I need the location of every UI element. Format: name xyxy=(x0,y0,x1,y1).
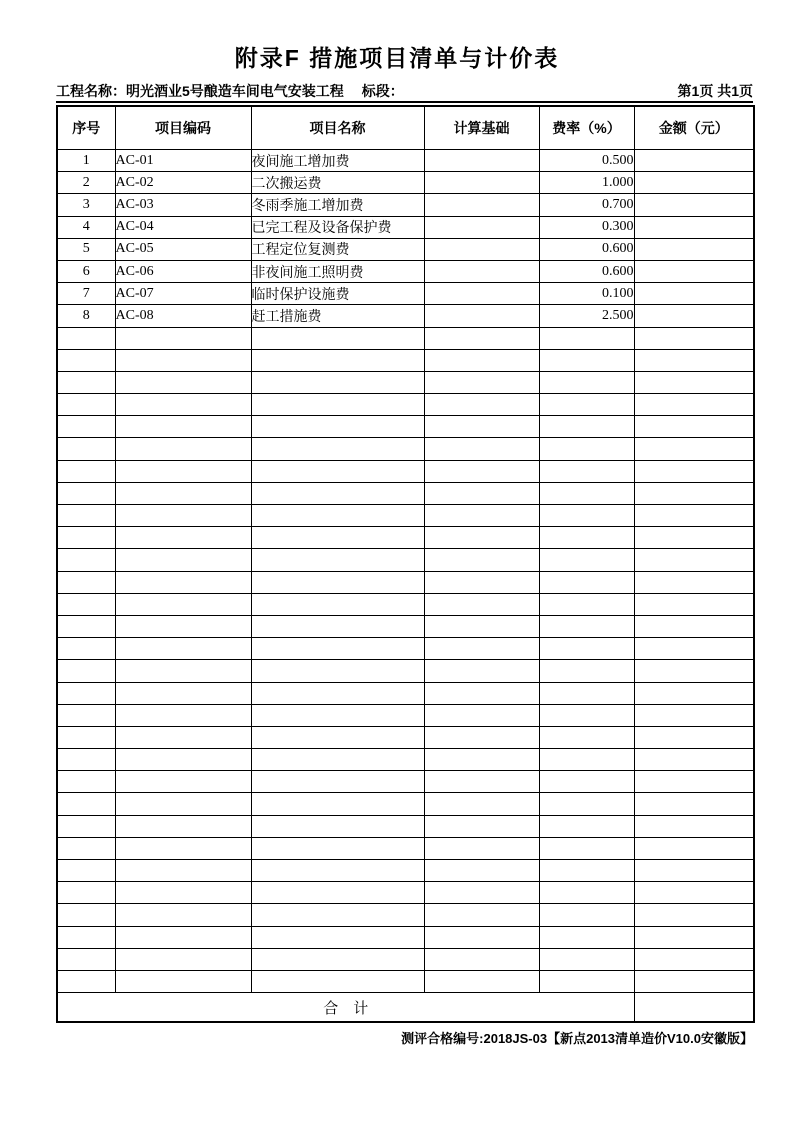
code-cell: AC-07 xyxy=(115,283,251,305)
rate-cell xyxy=(539,394,634,416)
name-cell xyxy=(251,416,424,438)
amount-cell xyxy=(634,704,754,726)
no-cell xyxy=(57,793,115,815)
no-cell xyxy=(57,904,115,926)
no-cell xyxy=(57,638,115,660)
page-number: 第1页 共1页 xyxy=(677,83,753,99)
basis-cell xyxy=(424,660,539,682)
no-cell: 6 xyxy=(57,260,115,282)
amount-cell xyxy=(634,394,754,416)
basis-cell xyxy=(424,260,539,282)
rate-cell xyxy=(539,926,634,948)
no-cell xyxy=(57,349,115,371)
basis-cell xyxy=(424,726,539,748)
no-cell xyxy=(57,926,115,948)
rate-cell xyxy=(539,638,634,660)
empty-table-row xyxy=(57,549,754,571)
amount-cell xyxy=(634,371,754,393)
code-cell xyxy=(115,904,251,926)
amount-cell xyxy=(634,150,754,172)
empty-table-row xyxy=(57,882,754,904)
no-cell xyxy=(57,394,115,416)
rate-cell xyxy=(539,904,634,926)
rate-cell xyxy=(539,815,634,837)
table-body xyxy=(57,150,754,993)
code-cell xyxy=(115,349,251,371)
amount-cell xyxy=(634,482,754,504)
name-cell xyxy=(251,815,424,837)
code-cell xyxy=(115,726,251,748)
name-cell xyxy=(251,793,424,815)
empty-table-row xyxy=(57,349,754,371)
rate-cell: 0.600 xyxy=(539,238,634,260)
name-cell xyxy=(251,882,424,904)
basis-cell xyxy=(424,593,539,615)
no-cell xyxy=(57,505,115,527)
rate-cell xyxy=(539,371,634,393)
amount-cell xyxy=(634,749,754,771)
code-cell xyxy=(115,615,251,637)
certification-footer: 测评合格编号:2018JS-03【新点2013清单造价V10.0安徽版】 xyxy=(401,1031,753,1046)
column-header: 计算基础 xyxy=(424,106,539,150)
name-cell: 非夜间施工照明费 xyxy=(251,260,424,282)
amount-cell xyxy=(634,771,754,793)
name-cell xyxy=(251,593,424,615)
rate-cell xyxy=(539,527,634,549)
measures-pricing-table xyxy=(56,105,755,1023)
basis-cell xyxy=(424,482,539,504)
amount-cell xyxy=(634,305,754,327)
code-cell xyxy=(115,438,251,460)
basis-cell xyxy=(424,815,539,837)
code-cell xyxy=(115,482,251,504)
rate-cell xyxy=(539,970,634,992)
name-cell: 夜间施工增加费 xyxy=(251,150,424,172)
amount-cell xyxy=(634,638,754,660)
code-cell xyxy=(115,460,251,482)
rate-cell xyxy=(539,571,634,593)
name-cell xyxy=(251,460,424,482)
column-header: 金额（元） xyxy=(634,106,754,150)
rate-cell xyxy=(539,615,634,637)
basis-cell xyxy=(424,682,539,704)
name-cell xyxy=(251,638,424,660)
name-cell xyxy=(251,505,424,527)
amount-cell xyxy=(634,815,754,837)
name-cell xyxy=(251,371,424,393)
rate-cell xyxy=(539,438,634,460)
code-cell xyxy=(115,327,251,349)
empty-table-row xyxy=(57,527,754,549)
rate-cell xyxy=(539,837,634,859)
name-cell: 二次搬运费 xyxy=(251,172,424,194)
code-cell xyxy=(115,970,251,992)
name-cell xyxy=(251,749,424,771)
table-foot xyxy=(57,993,754,1023)
name-cell xyxy=(251,904,424,926)
amount-cell xyxy=(634,438,754,460)
empty-table-row xyxy=(57,571,754,593)
amount-cell xyxy=(634,682,754,704)
rate-cell xyxy=(539,327,634,349)
no-cell xyxy=(57,860,115,882)
amount-cell xyxy=(634,327,754,349)
name-cell xyxy=(251,926,424,948)
name-cell xyxy=(251,682,424,704)
name-cell xyxy=(251,571,424,593)
empty-table-row xyxy=(57,416,754,438)
no-cell xyxy=(57,682,115,704)
code-cell xyxy=(115,793,251,815)
empty-table-row xyxy=(57,682,754,704)
amount-cell xyxy=(634,615,754,637)
name-cell xyxy=(251,948,424,970)
empty-table-row xyxy=(57,793,754,815)
table-header-row xyxy=(57,106,754,150)
amount-cell xyxy=(634,571,754,593)
amount-cell xyxy=(634,505,754,527)
name-cell xyxy=(251,615,424,637)
code-cell xyxy=(115,593,251,615)
basis-cell xyxy=(424,793,539,815)
name-cell xyxy=(251,394,424,416)
amount-cell xyxy=(634,260,754,282)
empty-table-row xyxy=(57,327,754,349)
name-cell: 冬雨季施工增加费 xyxy=(251,194,424,216)
no-cell xyxy=(57,771,115,793)
no-cell xyxy=(57,615,115,637)
basis-cell xyxy=(424,704,539,726)
rate-cell xyxy=(539,749,634,771)
empty-table-row xyxy=(57,860,754,882)
code-cell: AC-05 xyxy=(115,238,251,260)
rate-cell xyxy=(539,660,634,682)
name-cell xyxy=(251,527,424,549)
amount-cell xyxy=(634,904,754,926)
empty-table-row xyxy=(57,438,754,460)
no-cell xyxy=(57,527,115,549)
rate-cell xyxy=(539,704,634,726)
code-cell xyxy=(115,549,251,571)
code-cell xyxy=(115,882,251,904)
column-header: 序号 xyxy=(57,106,115,150)
table-row xyxy=(57,194,754,216)
empty-table-row xyxy=(57,371,754,393)
amount-cell xyxy=(634,194,754,216)
amount-cell xyxy=(634,948,754,970)
name-cell xyxy=(251,327,424,349)
name-cell: 赶工措施费 xyxy=(251,305,424,327)
table-row xyxy=(57,260,754,282)
rate-cell xyxy=(539,349,634,371)
no-cell xyxy=(57,327,115,349)
amount-cell xyxy=(634,970,754,992)
no-cell xyxy=(57,749,115,771)
basis-cell xyxy=(424,837,539,859)
no-cell: 3 xyxy=(57,194,115,216)
code-cell: AC-02 xyxy=(115,172,251,194)
code-cell xyxy=(115,638,251,660)
code-cell xyxy=(115,505,251,527)
project-info-line xyxy=(56,83,753,103)
basis-cell xyxy=(424,172,539,194)
basis-cell xyxy=(424,283,539,305)
page-title: 附录F 措施项目清单与计价表 xyxy=(234,45,560,71)
basis-cell xyxy=(424,349,539,371)
no-cell: 5 xyxy=(57,238,115,260)
no-cell xyxy=(57,660,115,682)
basis-cell xyxy=(424,438,539,460)
table-row xyxy=(57,216,754,238)
table-row xyxy=(57,305,754,327)
rate-cell xyxy=(539,482,634,504)
basis-cell xyxy=(424,505,539,527)
basis-cell xyxy=(424,238,539,260)
no-cell xyxy=(57,948,115,970)
code-cell xyxy=(115,749,251,771)
code-cell: AC-04 xyxy=(115,216,251,238)
name-cell: 工程定位复测费 xyxy=(251,238,424,260)
basis-cell xyxy=(424,460,539,482)
amount-cell xyxy=(634,416,754,438)
basis-cell xyxy=(424,527,539,549)
column-header: 项目名称 xyxy=(251,106,424,150)
amount-cell xyxy=(634,549,754,571)
code-cell xyxy=(115,815,251,837)
no-cell: 1 xyxy=(57,150,115,172)
amount-cell xyxy=(634,238,754,260)
empty-table-row xyxy=(57,771,754,793)
code-cell xyxy=(115,860,251,882)
empty-table-row xyxy=(57,660,754,682)
project-name: 工程名称：明光酒业5号酿造车间电气安装工程 xyxy=(56,83,344,99)
code-cell xyxy=(115,416,251,438)
code-cell xyxy=(115,926,251,948)
basis-cell xyxy=(424,615,539,637)
amount-cell xyxy=(634,460,754,482)
rate-cell xyxy=(539,505,634,527)
code-cell: AC-03 xyxy=(115,194,251,216)
rate-cell: 0.100 xyxy=(539,283,634,305)
table-row xyxy=(57,172,754,194)
code-cell xyxy=(115,660,251,682)
name-cell xyxy=(251,860,424,882)
rate-cell: 1.000 xyxy=(539,172,634,194)
basis-cell xyxy=(424,904,539,926)
empty-table-row xyxy=(57,593,754,615)
column-header: 费率（%） xyxy=(539,106,634,150)
rate-cell: 0.500 xyxy=(539,150,634,172)
empty-table-row xyxy=(57,726,754,748)
table-row xyxy=(57,150,754,172)
name-cell xyxy=(251,704,424,726)
empty-table-row xyxy=(57,837,754,859)
amount-cell xyxy=(634,793,754,815)
empty-table-row xyxy=(57,638,754,660)
basis-cell xyxy=(424,638,539,660)
code-cell xyxy=(115,771,251,793)
basis-cell xyxy=(424,371,539,393)
basis-cell xyxy=(424,882,539,904)
rate-cell xyxy=(539,793,634,815)
basis-cell xyxy=(424,571,539,593)
name-cell xyxy=(251,349,424,371)
rate-cell: 0.700 xyxy=(539,194,634,216)
no-cell: 8 xyxy=(57,305,115,327)
basis-cell xyxy=(424,970,539,992)
code-cell xyxy=(115,682,251,704)
no-cell xyxy=(57,593,115,615)
no-cell: 4 xyxy=(57,216,115,238)
amount-cell xyxy=(634,926,754,948)
code-cell xyxy=(115,948,251,970)
name-cell xyxy=(251,726,424,748)
no-cell xyxy=(57,571,115,593)
total-label: 合 计 xyxy=(57,993,634,1023)
code-cell xyxy=(115,527,251,549)
code-cell xyxy=(115,704,251,726)
no-cell xyxy=(57,704,115,726)
basis-cell xyxy=(424,771,539,793)
basis-cell xyxy=(424,549,539,571)
amount-cell xyxy=(634,527,754,549)
total-row xyxy=(57,993,754,1023)
amount-cell xyxy=(634,593,754,615)
code-cell xyxy=(115,371,251,393)
basis-cell xyxy=(424,860,539,882)
amount-cell xyxy=(634,283,754,305)
rate-cell xyxy=(539,549,634,571)
basis-cell xyxy=(424,948,539,970)
name-cell xyxy=(251,482,424,504)
basis-cell xyxy=(424,926,539,948)
no-cell xyxy=(57,837,115,859)
rate-cell xyxy=(539,771,634,793)
empty-table-row xyxy=(57,904,754,926)
empty-table-row xyxy=(57,970,754,992)
basis-cell xyxy=(424,327,539,349)
no-cell xyxy=(57,882,115,904)
name-cell xyxy=(251,660,424,682)
empty-table-row xyxy=(57,948,754,970)
amount-cell xyxy=(634,726,754,748)
empty-table-row xyxy=(57,394,754,416)
no-cell xyxy=(57,416,115,438)
no-cell xyxy=(57,815,115,837)
rate-cell: 0.300 xyxy=(539,216,634,238)
no-cell xyxy=(57,549,115,571)
empty-table-row xyxy=(57,749,754,771)
table-row xyxy=(57,283,754,305)
rate-cell xyxy=(539,726,634,748)
no-cell xyxy=(57,371,115,393)
rate-cell xyxy=(539,460,634,482)
basis-cell xyxy=(424,749,539,771)
amount-cell xyxy=(634,349,754,371)
code-cell xyxy=(115,571,251,593)
no-cell: 7 xyxy=(57,283,115,305)
code-cell: AC-08 xyxy=(115,305,251,327)
empty-table-row xyxy=(57,615,754,637)
total-amount xyxy=(634,993,754,1023)
section-label: 标段： xyxy=(361,83,404,99)
basis-cell xyxy=(424,416,539,438)
empty-table-row xyxy=(57,926,754,948)
amount-cell xyxy=(634,860,754,882)
basis-cell xyxy=(424,216,539,238)
no-cell xyxy=(57,726,115,748)
amount-cell xyxy=(634,172,754,194)
rate-cell xyxy=(539,593,634,615)
rate-cell xyxy=(539,882,634,904)
amount-cell xyxy=(634,837,754,859)
name-cell xyxy=(251,549,424,571)
no-cell xyxy=(57,438,115,460)
empty-table-row xyxy=(57,815,754,837)
empty-table-row xyxy=(57,704,754,726)
no-cell: 2 xyxy=(57,172,115,194)
table-head xyxy=(57,106,754,150)
rate-cell: 2.500 xyxy=(539,305,634,327)
no-cell xyxy=(57,482,115,504)
rate-cell: 0.600 xyxy=(539,260,634,282)
code-cell: AC-06 xyxy=(115,260,251,282)
empty-table-row xyxy=(57,505,754,527)
rate-cell xyxy=(539,416,634,438)
amount-cell xyxy=(634,216,754,238)
basis-cell xyxy=(424,150,539,172)
name-cell: 临时保护设施费 xyxy=(251,283,424,305)
name-cell xyxy=(251,837,424,859)
amount-cell xyxy=(634,882,754,904)
basis-cell xyxy=(424,194,539,216)
no-cell xyxy=(57,970,115,992)
name-cell: 已完工程及设备保护费 xyxy=(251,216,424,238)
name-cell xyxy=(251,970,424,992)
column-header: 项目编码 xyxy=(115,106,251,150)
rate-cell xyxy=(539,860,634,882)
basis-cell xyxy=(424,305,539,327)
code-cell: AC-01 xyxy=(115,150,251,172)
rate-cell xyxy=(539,948,634,970)
name-cell xyxy=(251,438,424,460)
table-row xyxy=(57,238,754,260)
code-cell xyxy=(115,394,251,416)
empty-table-row xyxy=(57,482,754,504)
name-cell xyxy=(251,771,424,793)
no-cell xyxy=(57,460,115,482)
amount-cell xyxy=(634,660,754,682)
basis-cell xyxy=(424,394,539,416)
rate-cell xyxy=(539,682,634,704)
empty-table-row xyxy=(57,460,754,482)
code-cell xyxy=(115,837,251,859)
